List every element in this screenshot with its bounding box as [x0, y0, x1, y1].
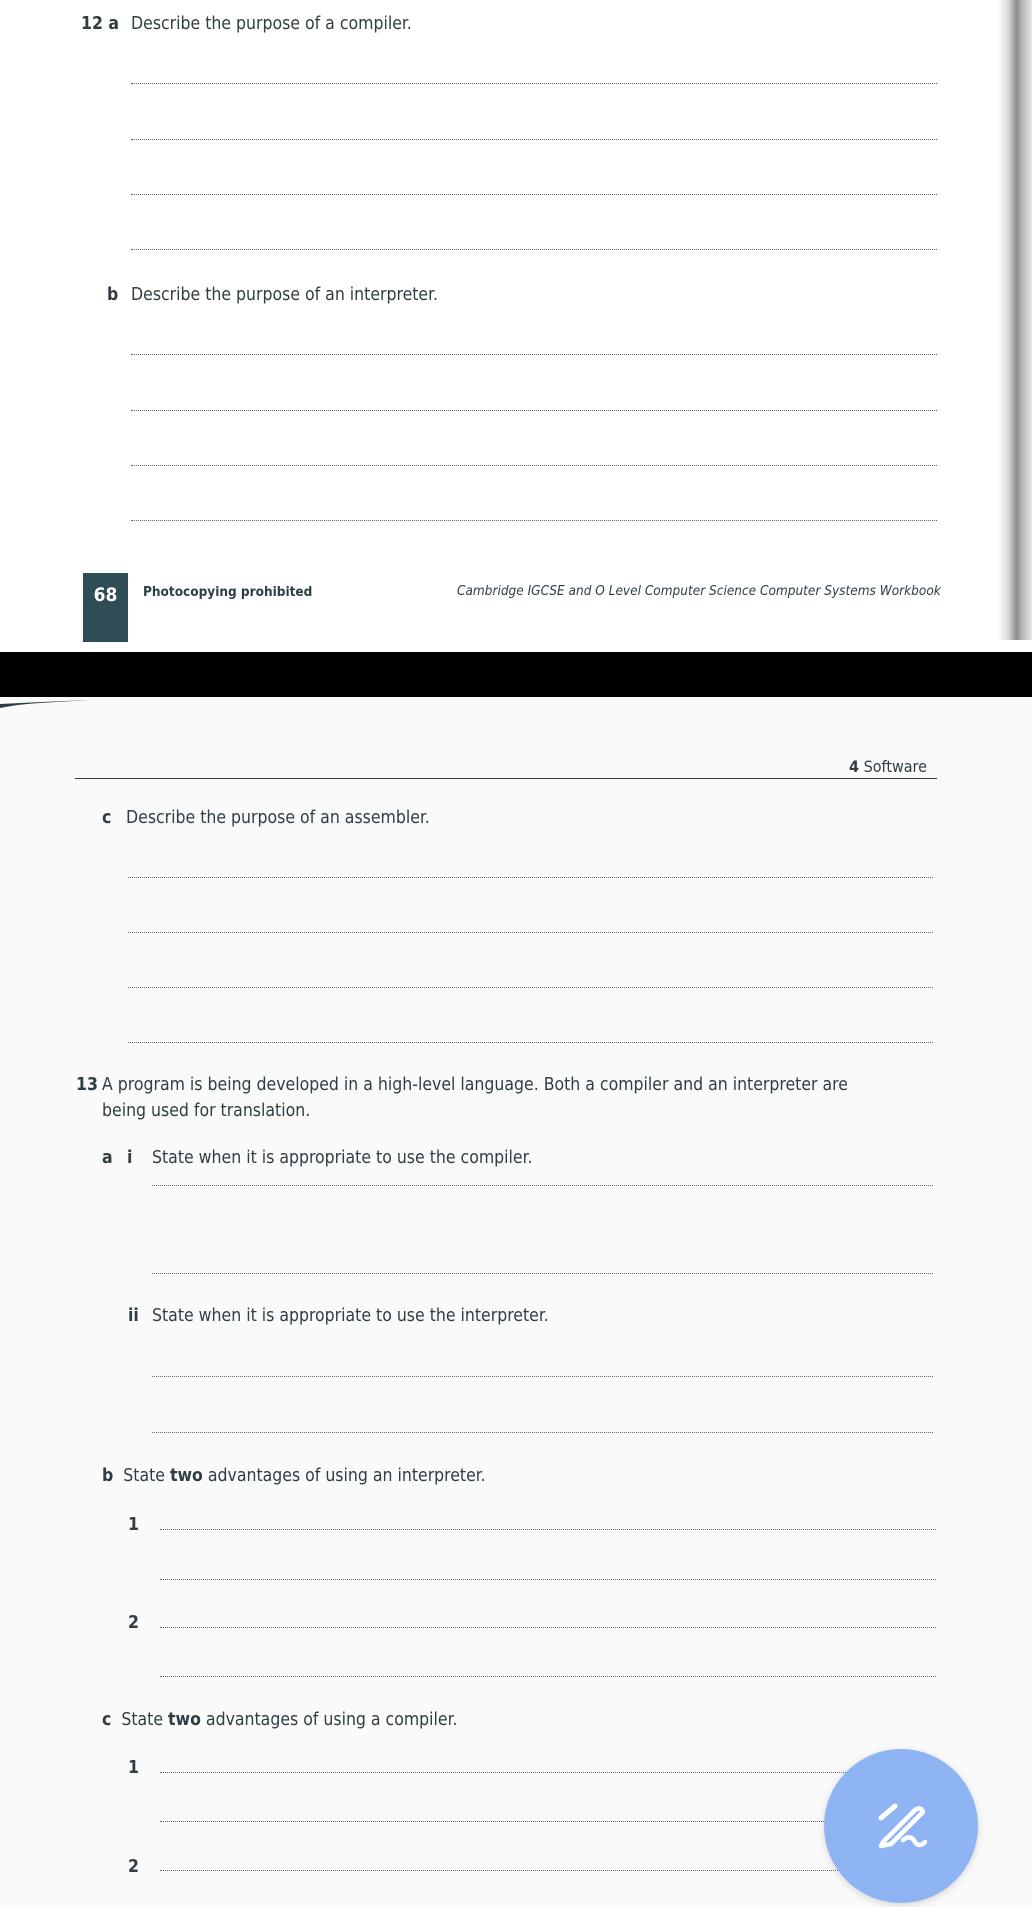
answer-line: [131, 139, 937, 140]
question-13-text-line1: A program is being developed in a high-level language. Both a compiler and an interpreter are: [102, 1075, 848, 1095]
question-13ai-text: State when it is appropriate to use the compiler.: [152, 1148, 533, 1168]
answer-line: [160, 1579, 936, 1580]
question-12b-label: b: [107, 285, 119, 305]
book-title: Cambridge IGCSE and O Level Computer Science Computer Systems Workbook: [457, 583, 941, 599]
answer-line: [152, 1185, 933, 1186]
question-12b-text: Describe the purpose of an interpreter.: [131, 285, 438, 305]
answer-line: [152, 1273, 933, 1274]
edit-fab-button[interactable]: [824, 1749, 978, 1903]
answer-line: [160, 1627, 936, 1628]
page-number: 68: [93, 584, 118, 606]
answer-line: [128, 987, 933, 988]
question-12a-number: 12 a: [81, 14, 120, 34]
page-curl: [0, 700, 110, 708]
answer-line: [131, 354, 937, 355]
question-13c-pre: State: [121, 1710, 164, 1730]
question-13a-label: a: [102, 1148, 113, 1168]
answer-line: [128, 932, 933, 933]
question-13ai-label: i: [127, 1148, 133, 1168]
answer-line: [152, 1376, 933, 1377]
question-12c-text: Describe the purpose of an assembler.: [126, 808, 430, 828]
chapter-name: Software: [863, 757, 927, 776]
answer-line: [131, 410, 937, 411]
answer-line: [160, 1821, 936, 1822]
answer-line: [131, 194, 937, 195]
question-13aii-text: State when it is appropriate to use the interpreter.: [152, 1306, 549, 1326]
question-13c-post: advantages of using a compiler.: [205, 1710, 458, 1730]
question-12a-text: Describe the purpose of a compiler.: [131, 14, 412, 34]
photocopy-notice: Photocopying prohibited: [143, 584, 313, 600]
page-edge-shadow: [998, 0, 1032, 640]
answer-item-2-label: 2: [128, 1613, 139, 1633]
answer-line: [160, 1676, 936, 1677]
answer-line: [160, 1529, 936, 1530]
answer-item-2-label: 2: [128, 1857, 139, 1877]
question-13b-emphasis: two: [169, 1466, 203, 1486]
answer-item-1-label: 1: [128, 1515, 139, 1535]
question-13-text-line2: being used for translation.: [102, 1101, 311, 1121]
answer-line: [160, 1772, 936, 1773]
answer-line: [128, 1042, 933, 1043]
workbook-page-68: [0, 0, 1032, 652]
scan-gap: [0, 652, 1032, 697]
page-number-box: [83, 573, 128, 642]
question-13b-post: advantages of using an interpreter.: [207, 1466, 486, 1486]
question-13c: [102, 1712, 457, 1730]
answer-item-1-label: 1: [128, 1758, 139, 1778]
answer-line: [128, 877, 933, 878]
answer-line: [160, 1870, 936, 1871]
question-13b-label: b: [102, 1466, 114, 1486]
chapter-header: [849, 757, 927, 776]
question-13c-label: c: [102, 1710, 112, 1730]
answer-line: [131, 520, 937, 521]
question-13c-emphasis: two: [168, 1710, 201, 1730]
question-13b: [102, 1468, 486, 1486]
answer-line: [152, 1432, 933, 1433]
answer-line: [131, 465, 937, 466]
answer-line: [131, 83, 937, 84]
question-12c-label: c: [102, 808, 112, 828]
question-13aii-label: ii: [128, 1306, 139, 1326]
question-13b-pre: State: [123, 1466, 165, 1486]
question-13-number: 13: [76, 1075, 98, 1095]
header-rule: [75, 778, 937, 779]
pencil-edit-icon: [871, 1796, 931, 1856]
chapter-number: 4: [849, 757, 860, 776]
answer-line: [131, 249, 937, 250]
